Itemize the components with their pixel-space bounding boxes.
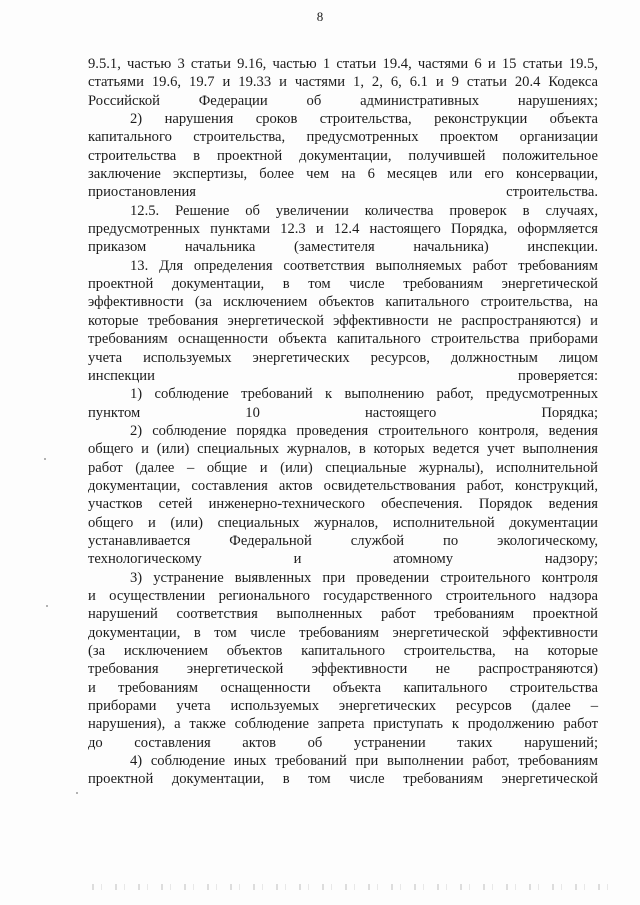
text-line: технологическому и атомному надзору; [88, 551, 598, 568]
text-line: статьями 19.6, 19.7 и 19.33 и частями 1, 2, 6, 6.1 и 9 статьи 20.4 Кодекса [88, 74, 598, 91]
text-line: и требованиям оснащенности объекта капитального строительства [88, 679, 598, 696]
paragraph-item-2 [88, 110, 598, 202]
scan-speck [46, 605, 48, 607]
text-line: общего и (или) специальных журналов, в которых ведется учет выполнения [88, 441, 598, 458]
text-line: приостановления строительства. [88, 184, 598, 201]
text-line: учета используемых энергетических ресурсов, должностным лицом [88, 349, 598, 366]
text-line: участков сетей инженерно-технического обеспечения. Порядок ведения [88, 496, 598, 513]
text-line: 13. Для определения соответствия выполняемых работ требованиям [130, 257, 598, 274]
text-line: работ (далее – общие и (или) специальные журналы), исполнительной [88, 459, 598, 476]
text-line: нарушений соответствия выполненных работ требованиям проектной [88, 606, 598, 623]
text-line: и осуществлении регионального государственного строительного надзора [88, 587, 598, 604]
text-line: проектной документации, в том числе требованиям энергетической [88, 771, 598, 788]
paragraph-13-item-1 [88, 385, 598, 422]
scan-artifact-strip [92, 884, 612, 890]
document-body [88, 55, 598, 789]
text-line: инспекции проверяется: [88, 367, 598, 384]
paragraph-13 [88, 257, 598, 385]
text-line: требованиям оснащенности объекта капитального строительства приборами [88, 331, 598, 348]
text-line: устанавливается Федеральной службой по экологическому, [88, 532, 598, 549]
text-line: 2) соблюдение порядка проведения строительного контроля, ведения [130, 422, 598, 439]
text-line: предусмотренных пунктами 12.3 и 12.4 настоящего Порядка, оформляется [88, 221, 598, 238]
text-line: которые требования энергетической эффективности не распространяются) и [88, 312, 598, 329]
text-line: 4) соблюдение иных требований при выполнении работ, требованиям [130, 753, 598, 770]
text-line: (за исключением объектов капитального строительства, на которые [88, 643, 598, 659]
paragraph-12-5 [88, 202, 598, 257]
text-line: документации, составления актов освидетельствования работ, конструкций, [88, 477, 598, 494]
paragraph-13-item-2 [88, 422, 598, 569]
scan-speck [76, 792, 78, 794]
text-line: до составления актов об устранении таких нарушений; [88, 734, 598, 751]
text-line: 1) соблюдение требований к выполнению работ, предусмотренных [130, 386, 598, 403]
page-number: 8 [316, 9, 324, 24]
text-line: нарушения), а также соблюдение запрета приступать к продолжению работ [88, 716, 598, 733]
text-line: строительства в проектной документации, получившей положительное [88, 147, 598, 164]
text-line: Российской Федерации об административных нарушениях; [88, 92, 598, 109]
text-line: 12.5. Решение об увеличении количества проверок в случаях, [130, 202, 598, 219]
text-line: 3) устранение выявленных при проведении строительного контроля [130, 569, 598, 586]
text-line: эффективности (за исключением объектов капитального строительства, на [88, 294, 598, 311]
text-line: общего и (или) специальных журналов, исполнительной документации [88, 514, 598, 531]
text-line: приказом начальника (заместителя начальника) инспекции. [88, 239, 598, 256]
text-line: заключение экспертизы, более чем на 6 месяцев или его консервации, [88, 166, 598, 183]
text-line: документации, в том числе требованиям энергетической эффективности [88, 624, 598, 641]
text-line: приборами учета используемых энергетических ресурсов (далее – [88, 698, 598, 715]
text-line: 9.5.1, частью 3 статьи 9.16, частью 1 статьи 19.4, частями 6 и 15 статьи 19.5, [88, 56, 598, 72]
text-line: пунктом 10 настоящего Порядка; [88, 404, 598, 421]
text-line: проектной документации, в том числе требованиям энергетической [88, 276, 598, 293]
paragraph-13-item-3 [88, 569, 598, 752]
text-line: капитального строительства, предусмотренных проектом организации [88, 129, 598, 146]
paragraph-13-item-4 [88, 752, 598, 789]
scan-speck [44, 458, 46, 460]
paragraph-continuation [88, 55, 598, 110]
text-line: 2) нарушения сроков строительства, реконструкции объекта [130, 111, 598, 128]
text-line: требования энергетической эффективности не распространяются) [88, 661, 598, 678]
